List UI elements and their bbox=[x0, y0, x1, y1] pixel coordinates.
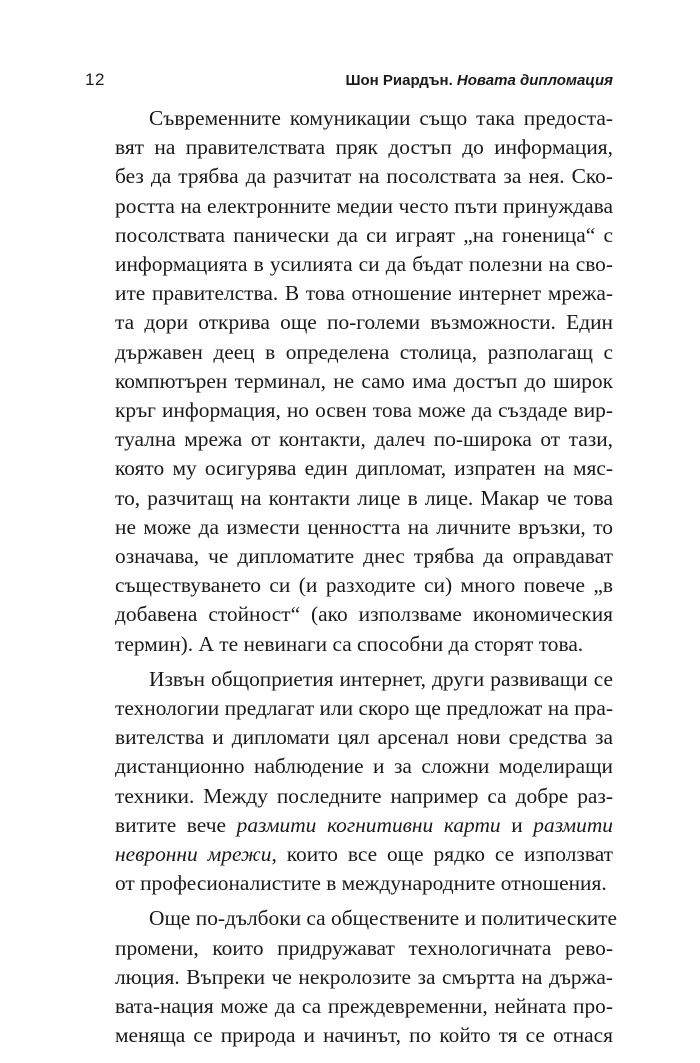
text-line: витите вече размити когнитивни карти и размити bbox=[115, 812, 613, 837]
italic-term: невронни мрежи bbox=[115, 842, 272, 867]
text-line: та дори открива още по-големи възможности. Един bbox=[115, 310, 613, 335]
text-line: люция. Въпреки че некролозите за смъртта на държа- bbox=[115, 964, 613, 989]
text-line: без да трябва да разчитат на посолствата за нея. Ско- bbox=[115, 164, 613, 189]
text-line: държавен деец в определена столица, разполагащ с bbox=[115, 339, 613, 364]
text-line: технологии предлагат или скоро ще предложат на пра- bbox=[115, 696, 613, 721]
page-number: 12 bbox=[85, 70, 105, 89]
text-line: то, разчитащ на контакти лице в лице. Макар че това bbox=[115, 485, 613, 510]
paragraph-1 bbox=[85, 104, 613, 659]
italic-term: размити bbox=[533, 812, 613, 837]
text-line: не може да измести ценността на личните връзки, то bbox=[115, 514, 613, 539]
header-author: Шон Риардън. bbox=[345, 72, 453, 89]
paragraph-3 bbox=[85, 904, 618, 1050]
running-header bbox=[85, 70, 613, 98]
text-line: туална мрежа от контакти, далеч по-широка от тази, bbox=[115, 427, 613, 452]
text-line: означава, че дипломатите днес трябва да оправдават bbox=[115, 544, 613, 569]
text-line: компютърен терминал, не само има достъп до широк bbox=[115, 368, 613, 393]
text-line: невронни мрежи, които все още рядко се използват bbox=[115, 842, 613, 867]
text-line: промени, които придружават технологичната рево- bbox=[115, 935, 613, 960]
text-line: информацията в усилията си да бъдат полезни на сво- bbox=[115, 252, 613, 277]
header-book-title: Новата дипломация bbox=[456, 72, 613, 89]
text-line: техники. Между последните например са добре раз- bbox=[115, 783, 613, 808]
text-line: от професионалистите в международните отношения. bbox=[115, 871, 607, 896]
text-line: ите правителства. В това отношение интернет мрежа- bbox=[115, 281, 613, 306]
book-page bbox=[85, 70, 618, 1051]
text-line: кръг информация, но освен това може да създаде вир- bbox=[115, 398, 613, 423]
text-line: добавена стойност“ (ако използваме икономическия bbox=[115, 602, 613, 627]
text-line: посолствата панически да си играят „на гоненица“ с bbox=[115, 222, 613, 247]
text-line: вят на правителствата пряк достъп до информация, bbox=[115, 135, 613, 160]
body-text bbox=[85, 104, 618, 1051]
text-line: съществуването си (и разходите си) много повече „в bbox=[115, 573, 613, 598]
text-line: Съвременните комуникации също така предоста- bbox=[149, 106, 613, 130]
text-line: дистанционно наблюдение и за сложни моделиращи bbox=[115, 754, 613, 779]
text-line: вителства и дипломати цял арсенал нови средства за bbox=[115, 725, 613, 750]
text-line: Извън общоприетия интернет, други развиващи се bbox=[149, 666, 613, 691]
text-line: която му осигурява един дипломат, изпратен на мяс- bbox=[115, 456, 613, 481]
text-line: Още по-дълбоки са обществените и политическите bbox=[149, 906, 618, 931]
italic-term: размити когнитивни карти bbox=[236, 812, 501, 837]
paragraph-2 bbox=[85, 665, 613, 899]
header-title bbox=[345, 72, 613, 89]
text-line: меняща се природа и начинът, по който тя се отнася bbox=[115, 1023, 613, 1048]
text-line: ростта на електронните медии често пъти принуждава bbox=[115, 193, 613, 218]
text-line: термин). А те невинаги са способни да сторят това. bbox=[115, 631, 584, 656]
text-line: вата-нация може да са преждевременни, нейната про- bbox=[115, 994, 613, 1019]
